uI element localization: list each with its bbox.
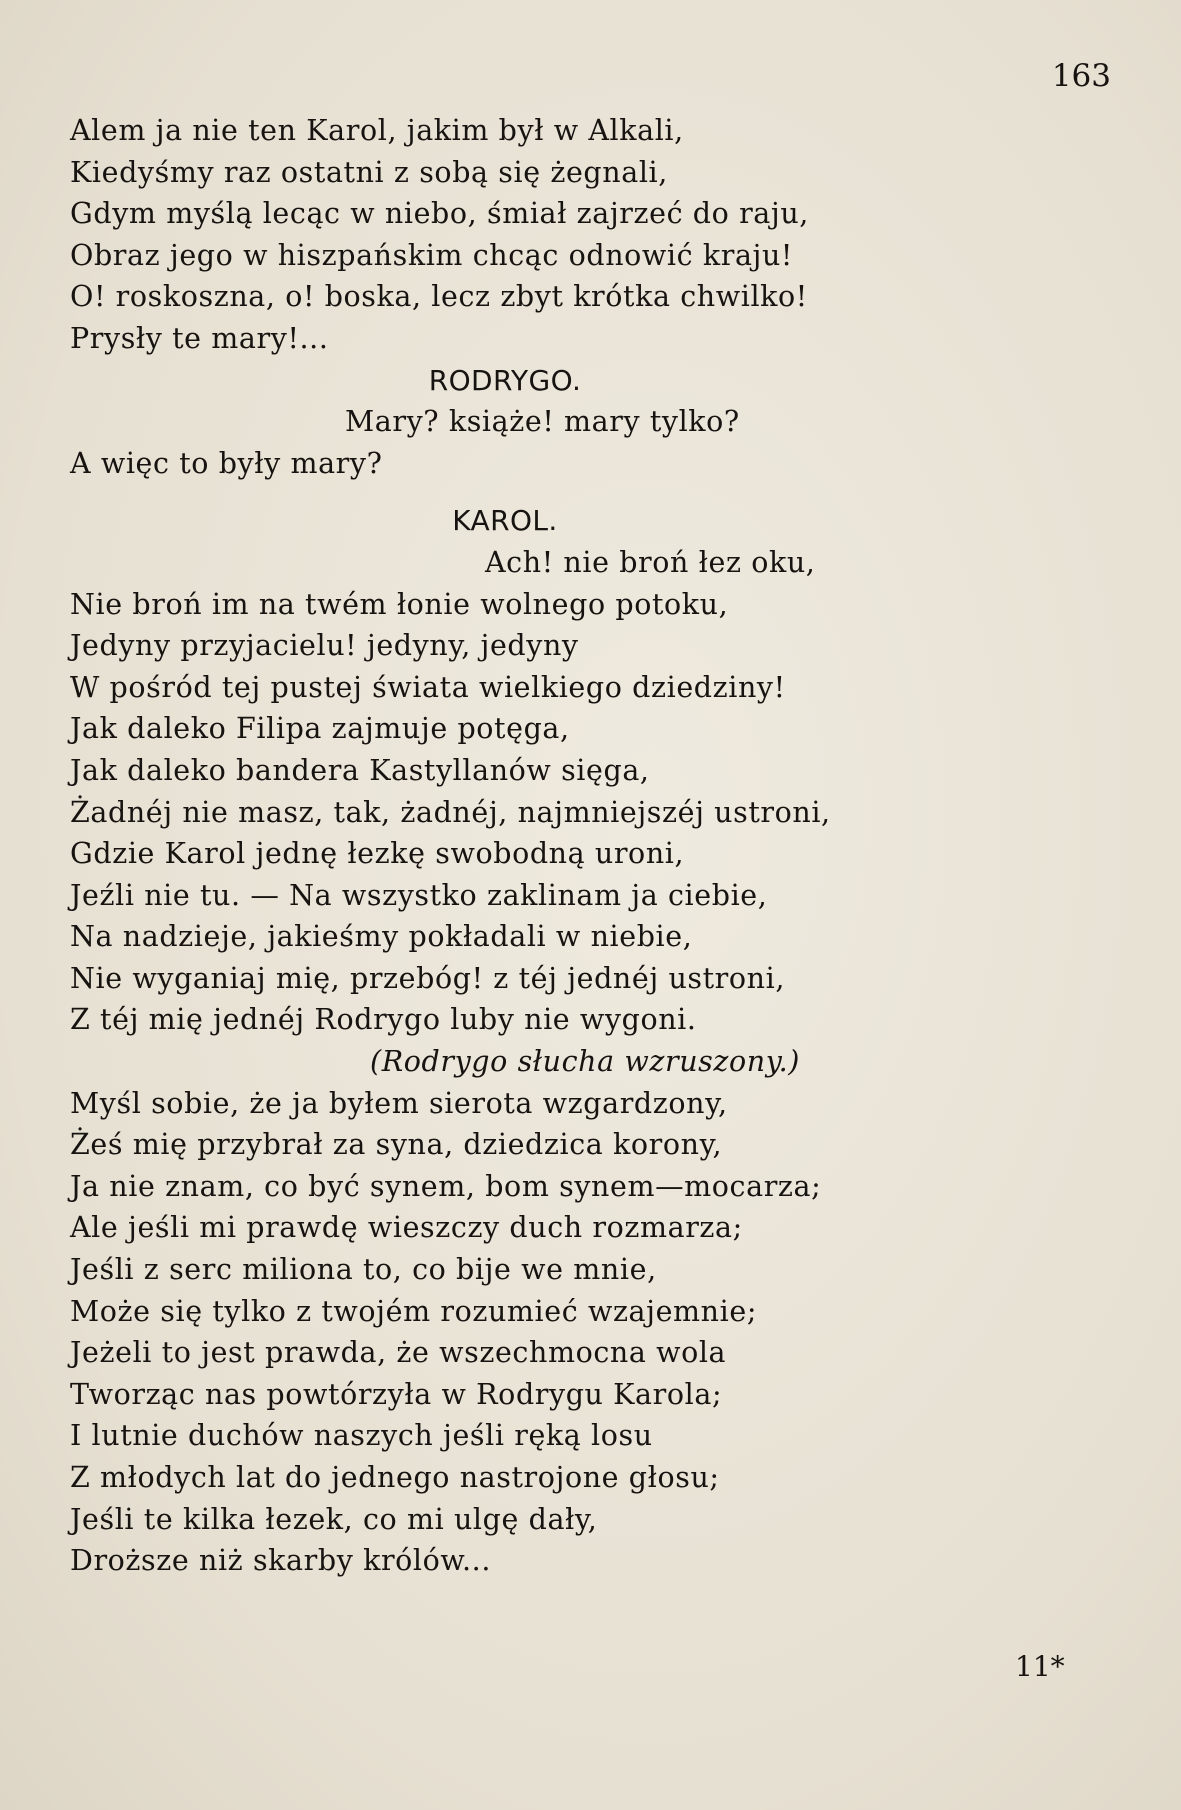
verse-line: Na nadzieje, jakieśmy pokładali w niebie, bbox=[70, 920, 693, 954]
verse-line: A więc to były mary? bbox=[70, 446, 383, 480]
printer-signature: 11* bbox=[1015, 1650, 1065, 1683]
verse-line: W pośród tej pustej świata wielkiego dziedziny! bbox=[70, 670, 786, 704]
verse-line: Jedyny przyjacielu! jedyny, jedyny bbox=[70, 629, 579, 663]
verse-line: Jeźli nie tu. — Na wszystko zaklinam ja ciebie, bbox=[70, 878, 768, 912]
verse-line: Żadnéj nie masz, tak, żadnéj, najmniejszéj ustroni, bbox=[70, 795, 831, 829]
speaker-heading-karol: KAROL. bbox=[452, 504, 558, 538]
page-number: 163 bbox=[1051, 58, 1111, 94]
verse-line: Ja nie znam, co być synem, bom synem—mocarza; bbox=[70, 1169, 822, 1203]
poem-text bbox=[70, 110, 1110, 1582]
verse-line: Ach! nie broń łez oku, bbox=[485, 545, 816, 579]
verse-line: Nie wyganiaj mię, przebóg! z téj jednéj ustroni, bbox=[70, 961, 785, 995]
verse-line: Prysły te mary!... bbox=[70, 321, 329, 355]
verse-line: Jeżeli to jest prawda, że wszechmocna wola bbox=[70, 1336, 727, 1370]
verse-line: Z téj mię jednéj Rodrygo luby nie wygoni. bbox=[70, 1003, 697, 1037]
verse-line: Ale jeśli mi prawdę wieszczy duch rozmarza; bbox=[70, 1211, 743, 1245]
verse-line: Droższe niż skarby królów... bbox=[70, 1544, 491, 1578]
verse-line: Myśl sobie, że ja byłem sierota wzgardzony, bbox=[70, 1086, 728, 1120]
verse-line: Mary? książe! mary tylko? bbox=[345, 405, 740, 439]
verse-line: I lutnie duchów naszych jeśli ręką losu bbox=[70, 1419, 653, 1453]
spacer bbox=[70, 484, 1110, 500]
verse-line: Tworząc nas powtórzyła w Rodrygu Karola; bbox=[70, 1377, 723, 1411]
verse-line: Jeśli te kilka łezek, co mi ulgę dały, bbox=[70, 1502, 598, 1536]
stanza-karol-2 bbox=[70, 584, 1110, 1042]
verse-line: Jak daleko bandera Kastyllanów sięga, bbox=[70, 753, 650, 787]
verse-line: Nie broń im na twém łonie wolnego potoku, bbox=[70, 587, 729, 621]
verse-line: Gdzie Karol jednę łezkę swobodną uroni, bbox=[70, 837, 685, 871]
verse-line: Kiedyśmy raz ostatni z sobą się żegnali, bbox=[70, 155, 668, 189]
stanza-karol-3 bbox=[70, 1083, 1110, 1582]
verse-line: Jak daleko Filipa zajmuje potęga, bbox=[70, 712, 570, 746]
stage-direction: (Rodrygo słucha wzruszony.) bbox=[370, 1045, 800, 1079]
stanza-karol-1 bbox=[70, 110, 1110, 360]
verse-line: Może się tylko z twojém rozumieć wzajemnie; bbox=[70, 1294, 758, 1328]
verse-line: Gdym myślą lecąc w niebo, śmiał zajrzeć do raju, bbox=[70, 197, 809, 231]
verse-line: Jeśli z serc miliona to, co bije we mnie, bbox=[70, 1253, 657, 1287]
verse-line: Alem ja nie ten Karol, jakim był w Alkali, bbox=[70, 114, 684, 147]
speaker-heading-rodrygo: RODRYGO. bbox=[428, 363, 582, 397]
verse-line: Z młodych lat do jednego nastrojone głosu; bbox=[70, 1461, 720, 1494]
verse-line: O! roskoszna, o! boska, lecz zbyt krótka chwilko! bbox=[70, 280, 808, 314]
verse-line: Żeś mię przybrał za syna, dziedzica korony, bbox=[70, 1128, 723, 1162]
verse-line: Obraz jego w hiszpańskim chcąc odnowić kraju! bbox=[70, 238, 793, 272]
